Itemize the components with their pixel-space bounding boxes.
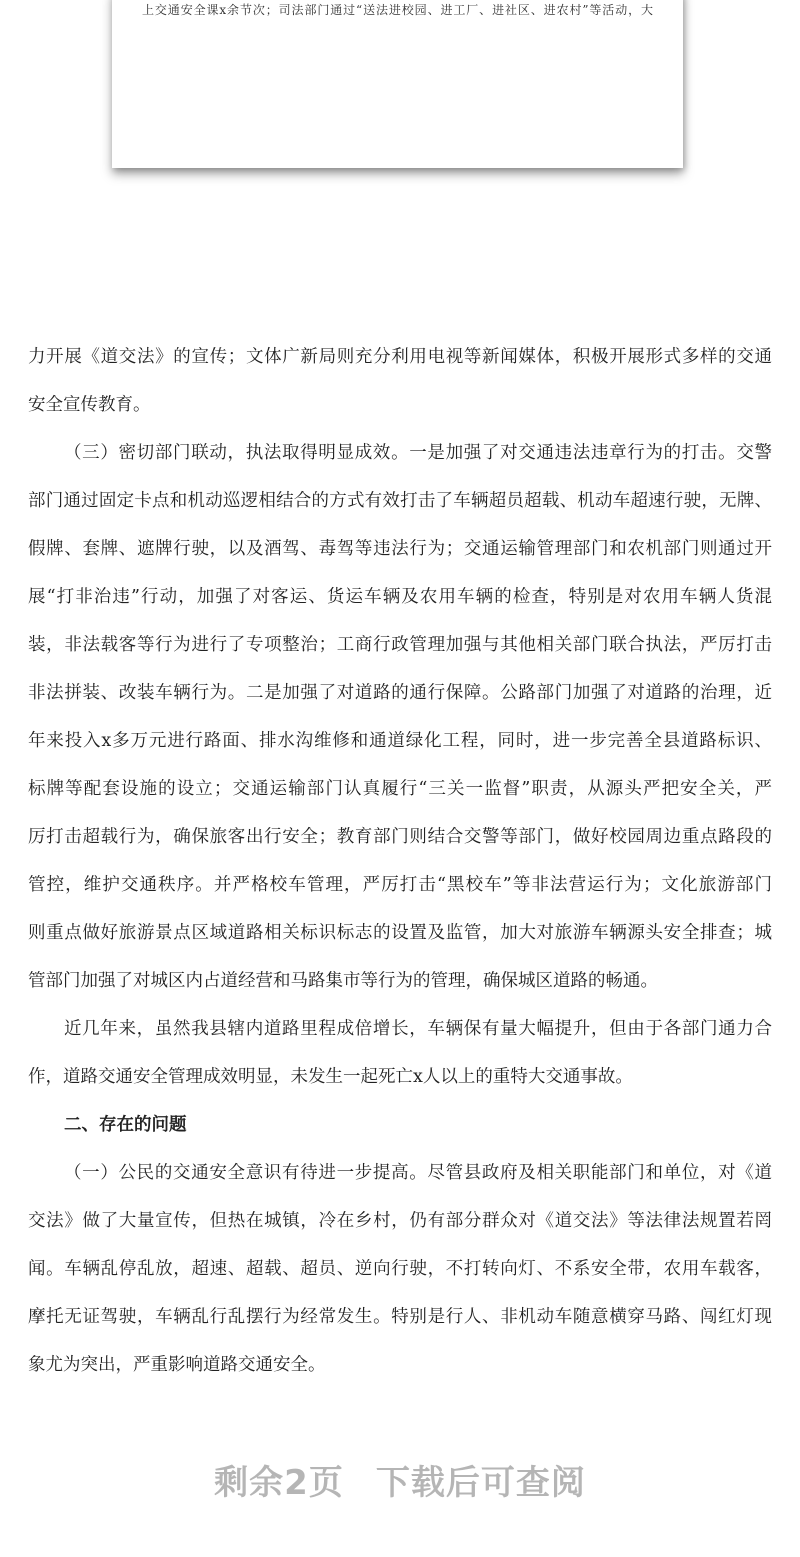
text-line: 非法拼装、改装车辆行为。二是加强了对道路的通行保障。公路部门加强了对道路的治理，近 xyxy=(28,683,772,703)
text-line: 假牌、套牌、遮牌行驶，以及酒驾、毒驾等违法行为；交通运输管理部门和农机部门则通过开 xyxy=(28,539,772,559)
text-line: 作，道路交通安全管理成效明显，未发生一起死亡x人以上的重特大交通事故。 xyxy=(28,1067,633,1087)
text-line: 闻。车辆乱停乱放，超速、超载、超员、逆向行驶，不打转向灯、不系安全带，农用车载客， xyxy=(28,1259,772,1279)
remaining-pages-banner[interactable] xyxy=(0,1455,800,1504)
preview-partial-line: 上交通安全课x余节次；司法部门通过“送法进校园、进工厂、进社区、进农村”等活动，大 xyxy=(142,3,653,17)
text-line: 交法》做了大量宣传，但热在城镇，冷在乡村，仍有部分群众对《道交法》等法律法规置若罔 xyxy=(28,1211,772,1231)
text-line: 摩托无证驾驶，车辆乱行乱摆行为经常发生。特别是行人、非机动车随意横穿马路、闯红灯现 xyxy=(28,1307,772,1327)
text-line: （一）公民的交通安全意识有待进一步提高。尽管县政府及相关职能部门和单位，对《道 xyxy=(64,1163,772,1183)
section-heading: 二、存在的问题 xyxy=(64,1115,187,1135)
text-line: 力开展《道交法》的宣传；文体广新局则充分利用电视等新闻媒体，积极开展形式多样的交通 xyxy=(28,347,772,367)
text-line: 标牌等配套设施的设立；交通运输部门认真履行“三关一监督”职责，从源头严把安全关，严 xyxy=(28,779,772,799)
text-line: 部门通过固定卡点和机动巡逻相结合的方式有效打击了车辆超员超载、机动车超速行驶，无牌、 xyxy=(28,491,772,511)
text-line: 装，非法载客等行为进行了专项整治；工商行政管理加强与其他相关部门联合执法，严厉打击 xyxy=(28,635,772,655)
document-body xyxy=(28,340,772,1396)
text-line: 管部门加强了对城区内占道经营和马路集市等行为的管理，确保城区道路的畅通。 xyxy=(28,971,658,991)
text-line: 象尤为突出，严重影响道路交通安全。 xyxy=(28,1355,326,1375)
text-line: 年来投入x多万元进行路面、排水沟维修和通道绿化工程，同时，进一步完善全县道路标识、 xyxy=(28,731,772,751)
text-line: 则重点做好旅游景点区域道路相关标识标志的设置及监管，加大对旅游车辆源头安全排查；城 xyxy=(28,923,772,943)
text-line: 近几年来，虽然我县辖内道路里程成倍增长，车辆保有量大幅提升，但由于各部门通力合 xyxy=(64,1019,772,1039)
text-line: 展“打非治违”行动，加强了对客运、货运车辆及农用车辆的检查，特别是对农用车辆人货混 xyxy=(28,587,772,607)
remaining-pages-label: 剩余2页 xyxy=(214,1463,344,1503)
text-line: （三）密切部门联动，执法取得明显成效。一是加强了对交通违法违章行为的打击。交警 xyxy=(64,443,772,463)
text-line: 管控，维护交通秩序。并严格校车管理，严厉打击“黑校车”等非法营运行为；文化旅游部门 xyxy=(28,875,772,895)
download-hint-label: 下载后可查阅 xyxy=(375,1463,586,1503)
text-line: 厉打击超载行为，确保旅客出行安全；教育部门则结合交警等部门，做好校园周边重点路段的 xyxy=(28,827,772,847)
previous-page-preview xyxy=(112,0,683,168)
text-line: 安全宣传教育。 xyxy=(28,395,151,415)
